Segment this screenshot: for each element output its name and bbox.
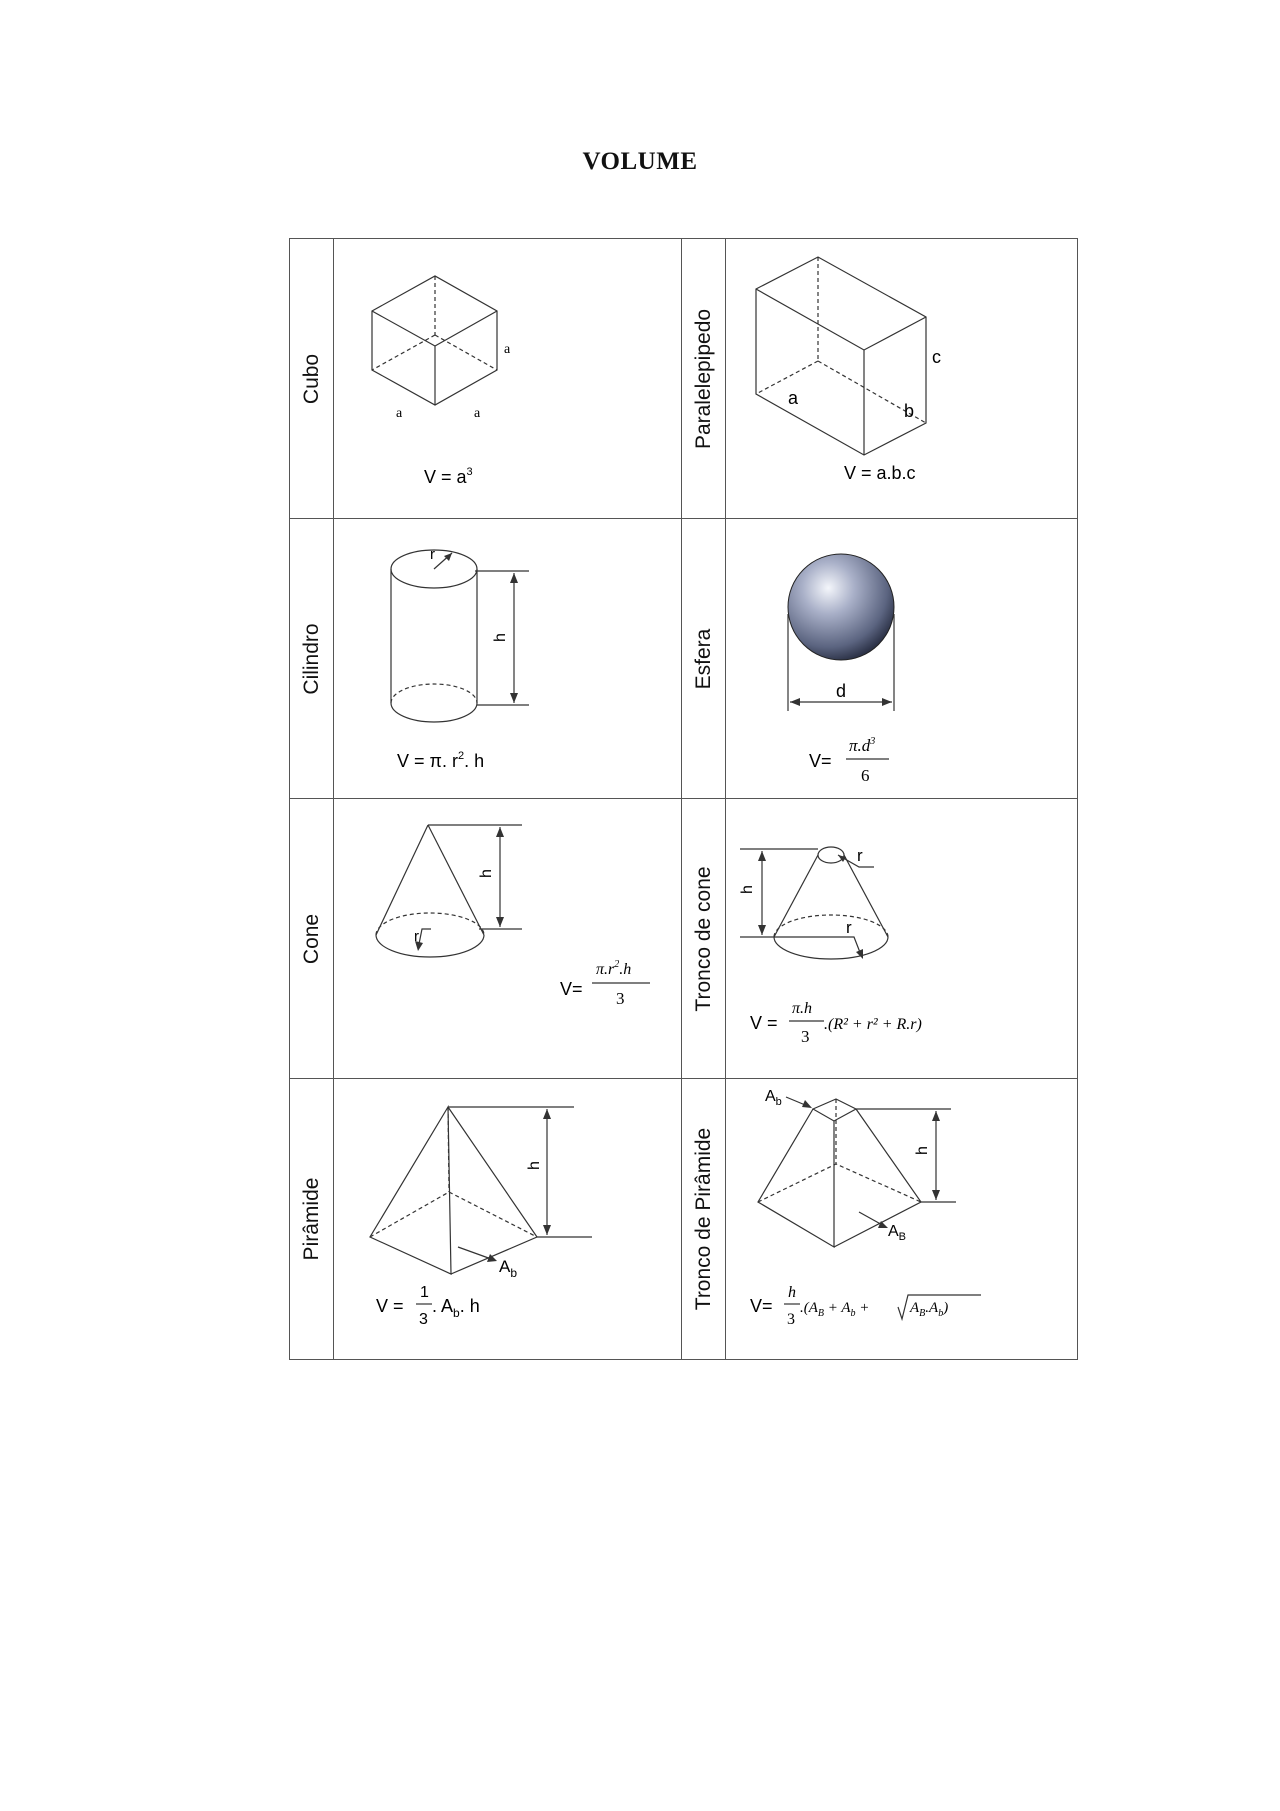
svg-text:h: h (492, 633, 509, 642)
cube-diagram (334, 239, 682, 519)
cell-cilindro (334, 519, 682, 799)
cone-numerator: $\pi.r^2.h$ (596, 959, 632, 978)
svg-text:h: h (739, 885, 756, 894)
cell-tronco-cone (726, 799, 1077, 1079)
volume-table (289, 238, 1078, 1360)
pyramid-formula-tail: . $A_b$. h (432, 1296, 480, 1320)
svg-text:3: 3 (419, 1311, 428, 1328)
cell-esfera (726, 519, 1077, 799)
page-title: VOLUME (582, 148, 698, 175)
svg-text:1: 1 (420, 1284, 429, 1301)
esfera-numerator: $\pi.d^3$ (849, 736, 876, 755)
svg-text:a: a (504, 342, 511, 357)
svg-text:π.h: π.h (792, 1000, 813, 1017)
label-piramide: Pirâmide (290, 1079, 334, 1359)
svg-text:r: r (857, 846, 863, 865)
label-paralelepipedo: Paralelepipedo (682, 239, 726, 519)
svg-text:a: a (474, 406, 481, 421)
label-cilindro: Cilindro (290, 519, 334, 799)
cell-piramide (334, 1079, 682, 1359)
pyramid-diagram (334, 1079, 682, 1359)
label-tronco-cone: Tronco de cone (682, 799, 726, 1079)
bottom-base-label: $A_B$ (888, 1223, 907, 1243)
svg-text:3: 3 (616, 989, 625, 1008)
label-cone: Cone (290, 799, 334, 1079)
cell-cone (334, 799, 682, 1079)
svg-text:r: r (846, 918, 852, 937)
svg-text:b: b (904, 401, 915, 421)
frustum-pyramid-diagram (726, 1079, 1073, 1359)
pyramid-base-label: $A_b$ (499, 1257, 518, 1280)
svg-text:V =: V = (376, 1296, 404, 1316)
svg-text:h: h (526, 1161, 543, 1170)
cell-paralelepipedo (726, 239, 1077, 519)
cell-cubo (334, 239, 682, 519)
cell-tronco-piramide (726, 1079, 1077, 1359)
svg-text:.(R² + r² + R.r): .(R² + r² + R.r) (824, 1016, 922, 1033)
svg-text:V =: V = (750, 1013, 778, 1033)
sqrt-content: $A_B.A_b$) (910, 1300, 949, 1319)
svg-text:h: h (478, 869, 495, 878)
top-base-label: $A_b$ (765, 1088, 782, 1108)
svg-text:3: 3 (801, 1027, 810, 1046)
svg-text:V=: V= (750, 1296, 773, 1316)
cylinder-diagram (334, 519, 682, 799)
svg-text:V=: V= (809, 751, 832, 771)
svg-text:6: 6 (861, 766, 870, 785)
frustum-cone-diagram (726, 799, 1073, 1079)
svg-text:c: c (932, 347, 941, 367)
sphere-diagram (726, 519, 1073, 799)
box-diagram (726, 239, 1073, 519)
cone-diagram (334, 799, 682, 1079)
frustum-pyramid-formula: $.(A_B + A_b$ + (800, 1300, 870, 1319)
formula-paralelepipedo: V = a.b.c (844, 463, 916, 483)
svg-text:h: h (914, 1146, 931, 1155)
svg-text:3: 3 (787, 1311, 795, 1328)
svg-text:a: a (396, 406, 403, 421)
svg-text:r: r (430, 546, 435, 563)
label-tronco-piramide: Tronco de Pirâmide (682, 1079, 726, 1359)
svg-text:a: a (788, 388, 799, 408)
label-cubo: Cubo (290, 239, 334, 519)
formula-cubo: $V = a^3$ (424, 466, 473, 487)
svg-text:r: r (414, 928, 419, 945)
svg-text:V=: V= (560, 979, 583, 999)
svg-text:d: d (836, 681, 847, 701)
formula-cilindro: V = π. $r^2$. h (397, 750, 485, 771)
svg-text:h: h (788, 1284, 796, 1301)
label-esfera: Esfera (682, 519, 726, 799)
